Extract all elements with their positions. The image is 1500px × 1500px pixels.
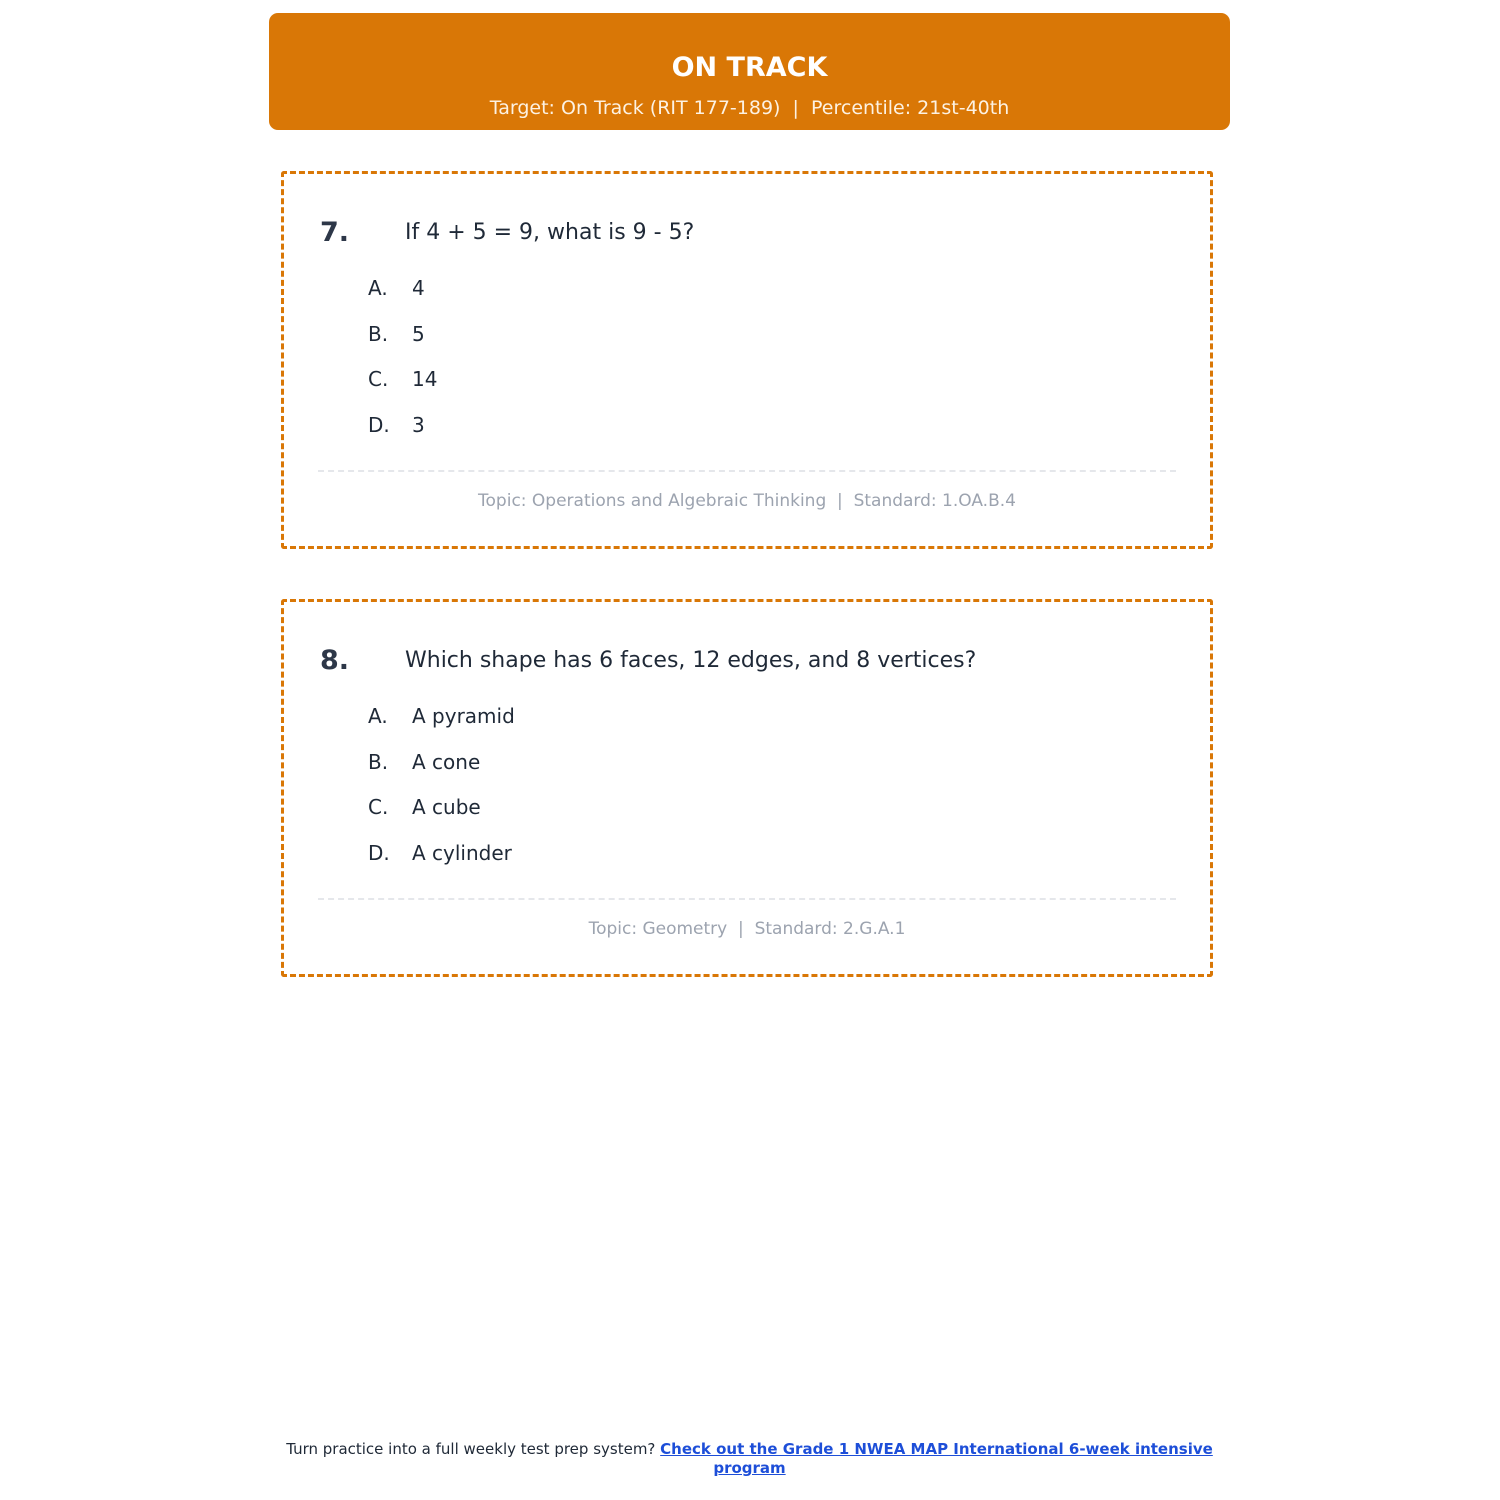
question-number: 7. bbox=[320, 217, 350, 248]
card-divider bbox=[318, 898, 1176, 900]
choice-text: 4 bbox=[412, 276, 425, 300]
answer-choices bbox=[368, 703, 515, 886]
choice-text: A cube bbox=[412, 795, 481, 820]
choice-text: 3 bbox=[412, 413, 425, 438]
choice-letter: C. bbox=[368, 367, 389, 392]
banner-title: ON TRACK bbox=[671, 52, 828, 83]
choice-letter: A. bbox=[368, 704, 388, 728]
answer-choice-b[interactable] bbox=[368, 321, 437, 367]
choice-text: 14 bbox=[412, 367, 438, 392]
answer-choice-b[interactable] bbox=[368, 749, 515, 795]
choice-letter: D. bbox=[368, 841, 390, 866]
answer-choice-d[interactable] bbox=[368, 840, 515, 886]
choice-letter: D. bbox=[368, 413, 390, 438]
level-banner bbox=[269, 13, 1230, 130]
answer-choice-c[interactable] bbox=[368, 794, 515, 840]
question-meta: Topic: Operations and Algebraic Thinking | Standard: 1.OA.B.4 bbox=[478, 491, 1016, 511]
card-divider bbox=[318, 470, 1176, 472]
question-card-7 bbox=[281, 171, 1213, 549]
choice-letter: B. bbox=[368, 321, 389, 346]
question-text: Which shape has 6 faces, 12 edges, and 8 vertices? bbox=[405, 648, 977, 673]
question-card-8 bbox=[281, 599, 1213, 977]
answer-choice-a[interactable] bbox=[368, 275, 437, 321]
banner-subtitle: Target: On Track (RIT 177-189) | Percentile: 21st-40th bbox=[489, 97, 1010, 119]
choice-text: A cylinder bbox=[412, 841, 512, 866]
answer-choices bbox=[368, 275, 437, 458]
choice-letter: B. bbox=[368, 749, 389, 774]
choice-text: A cone bbox=[412, 749, 481, 774]
promo-footer bbox=[269, 1440, 1230, 1478]
choice-text: A pyramid bbox=[412, 704, 515, 728]
footer-text: Turn practice into a full weekly test prep system? bbox=[286, 1440, 661, 1458]
answer-choice-a[interactable] bbox=[368, 703, 515, 749]
question-text: If 4 + 5 = 9, what is 9 - 5? bbox=[405, 220, 695, 245]
choice-text: 5 bbox=[412, 321, 425, 346]
choice-letter: C. bbox=[368, 795, 389, 820]
question-meta: Topic: Geometry | Standard: 2.G.A.1 bbox=[588, 919, 906, 939]
program-link[interactable]: Check out the Grade 1 NWEA MAP International 6-week intensive program bbox=[660, 1440, 1213, 1477]
answer-choice-d[interactable] bbox=[368, 412, 437, 458]
question-number: 8. bbox=[320, 645, 350, 676]
choice-letter: A. bbox=[368, 276, 388, 300]
answer-choice-c[interactable] bbox=[368, 366, 437, 412]
